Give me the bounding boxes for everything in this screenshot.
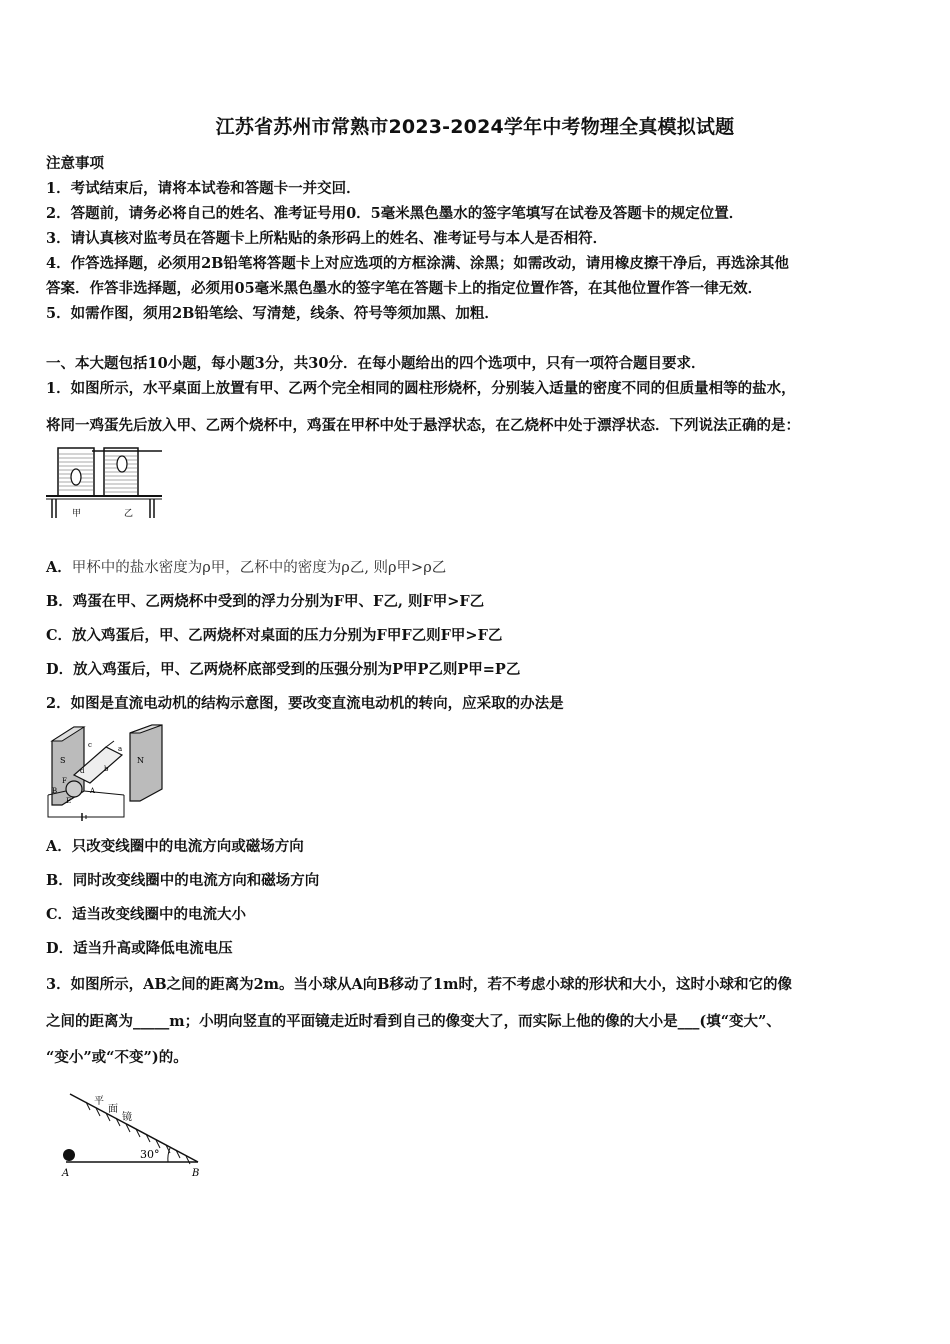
q1-option-b [46, 590, 484, 611]
q1-option-a-text: 甲杯中的盐水密度为ρ甲，乙杯中的密度为ρ乙, 则ρ甲>ρ乙 [71, 560, 447, 576]
q2-option-d-text: 适当升高或降低电流电压 [73, 940, 233, 957]
q2-fig-label: N [137, 756, 144, 765]
section-header: 一、本大题包括10小题，每小题3分，共30分．在每小题给出的四个选项中，只有一项符合题目要求． [46, 355, 706, 372]
q1-fig-label-yi: 乙 [124, 509, 134, 519]
q1-option-d [46, 658, 520, 679]
q2-option-b-text: 同时改变线圈中的电流方向和磁场方向 [72, 872, 320, 889]
q2-option-d [46, 937, 233, 958]
q3-fig-label: B [192, 1168, 200, 1179]
notice-item: 3．请认真核对监考员在答题卡上所粘贴的条形码上的姓名、准考证号与本人是否相符． [46, 230, 608, 247]
q1-option-b-label: B． [46, 593, 73, 610]
q2-fig-label: A [90, 787, 96, 795]
q2-fig-label: B [52, 787, 58, 795]
q2-fig-label: S [60, 756, 66, 765]
q1-option-c-label: C． [46, 627, 73, 644]
q1-beakers-figure [44, 442, 169, 522]
q1-fig-label-jia: 甲 [72, 509, 82, 519]
q2-option-c-label: C． [46, 906, 73, 923]
notice-item: 2．答题前，请务必将自己的姓名、准考证号用0．5毫米黑色墨水的签字笔填写在试卷及答题卡的规定位置． [46, 205, 744, 222]
q2-fig-label: a [118, 745, 123, 753]
q3-stem-line3: “变小”或“不变”)的。 [46, 1049, 188, 1066]
q2-option-c [46, 903, 246, 924]
q2-fig-label: E [66, 797, 72, 805]
notice-item: 5．如需作图，须用2B铅笔绘、写清楚，线条、符号等须加黑、加粗． [46, 305, 499, 322]
notice-item: 1．考试结束后，请将本试卷和答题卡一并交回． [46, 180, 361, 197]
q2-fig-label: d [80, 767, 85, 775]
q2-option-d-label: D． [46, 940, 74, 957]
q2-option-b [46, 869, 319, 890]
q2-fig-label: F [62, 777, 67, 785]
q3-fig-label: 平 [94, 1096, 104, 1107]
q1-option-b-text: 鸡蛋在甲、乙两烧杯中受到的浮力分别为F甲、F乙, 则F甲>F乙 [72, 593, 485, 610]
q2-option-a-label: A． [46, 838, 72, 855]
page-title: 江苏省苏州市常熟市2023-2024学年中考物理全真模拟试题 [215, 116, 735, 138]
q1-stem-line2: 将同一鸡蛋先后放入甲、乙两个烧杯中，鸡蛋在甲杯中处于悬浮状态，在乙烧杯中处于漂浮状态．下列说法正确的是： [46, 417, 800, 434]
q3-mirror-figure [56, 1086, 216, 1182]
q2-fig-label: b [104, 765, 109, 773]
q3-stem-line1: 3．如图所示，AB之间的距离为2m。当小球从A向B移动了1m时，若不考虑小球的形状和大小，这时小球和它的像 [46, 976, 792, 993]
q2-fig-label: c [88, 741, 92, 749]
q2-option-b-label: B． [46, 872, 73, 889]
q1-stem-line1: 1．如图所示，水平桌面上放置有甲、乙两个完全相同的圆柱形烧杯，分别装入适量的密度不同的但质量相等的盐水， [46, 380, 796, 397]
q3-stem-line2: 之间的距离为_____m；小明向竖直的平面镜走近时看到自己的像变大了，而实际上他的像的大小是___(填“变大”、 [46, 1013, 781, 1030]
q3-fig-label: 30° [140, 1148, 160, 1161]
q1-option-a-label: A． [46, 559, 72, 576]
q2-option-c-text: 适当改变线圈中的电流大小 [72, 906, 247, 923]
notice-item: 4．作答选择题，必须用2B铅笔将答题卡上对应选项的方框涂满、涂黑；如需改动，请用橡皮擦干净后，再选涂其他 [46, 255, 789, 272]
q1-option-d-label: D． [46, 661, 74, 678]
q3-fig-label: 镜 [122, 1112, 132, 1123]
q2-motor-figure [44, 723, 169, 821]
q1-option-c-text: 放入鸡蛋后，甲、乙两烧杯对桌面的压力分别为F甲F乙则F甲>F乙 [72, 627, 503, 644]
q1-option-a [46, 556, 446, 577]
q1-option-c [46, 624, 502, 645]
q3-fig-label: A [62, 1168, 70, 1179]
q2-stem: 2．如图是直流电动机的结构示意图，要改变直流电动机的转向，应采取的办法是 [46, 695, 564, 712]
q1-option-d-text: 放入鸡蛋后，甲、乙两烧杯底部受到的压强分别为P甲P乙则P甲=P乙 [73, 661, 521, 678]
q3-fig-label: 面 [108, 1104, 118, 1115]
q2-option-a-text: 只改变线圈中的电流方向或磁场方向 [71, 838, 304, 855]
q2-option-a [46, 835, 304, 856]
notice-item: 答案．作答非选择题，必须用05毫米黑色墨水的签字笔在答题卡上的指定位置作答，在其他位置作答一律无效． [46, 280, 763, 297]
notice-heading: 注意事项 [46, 155, 104, 172]
